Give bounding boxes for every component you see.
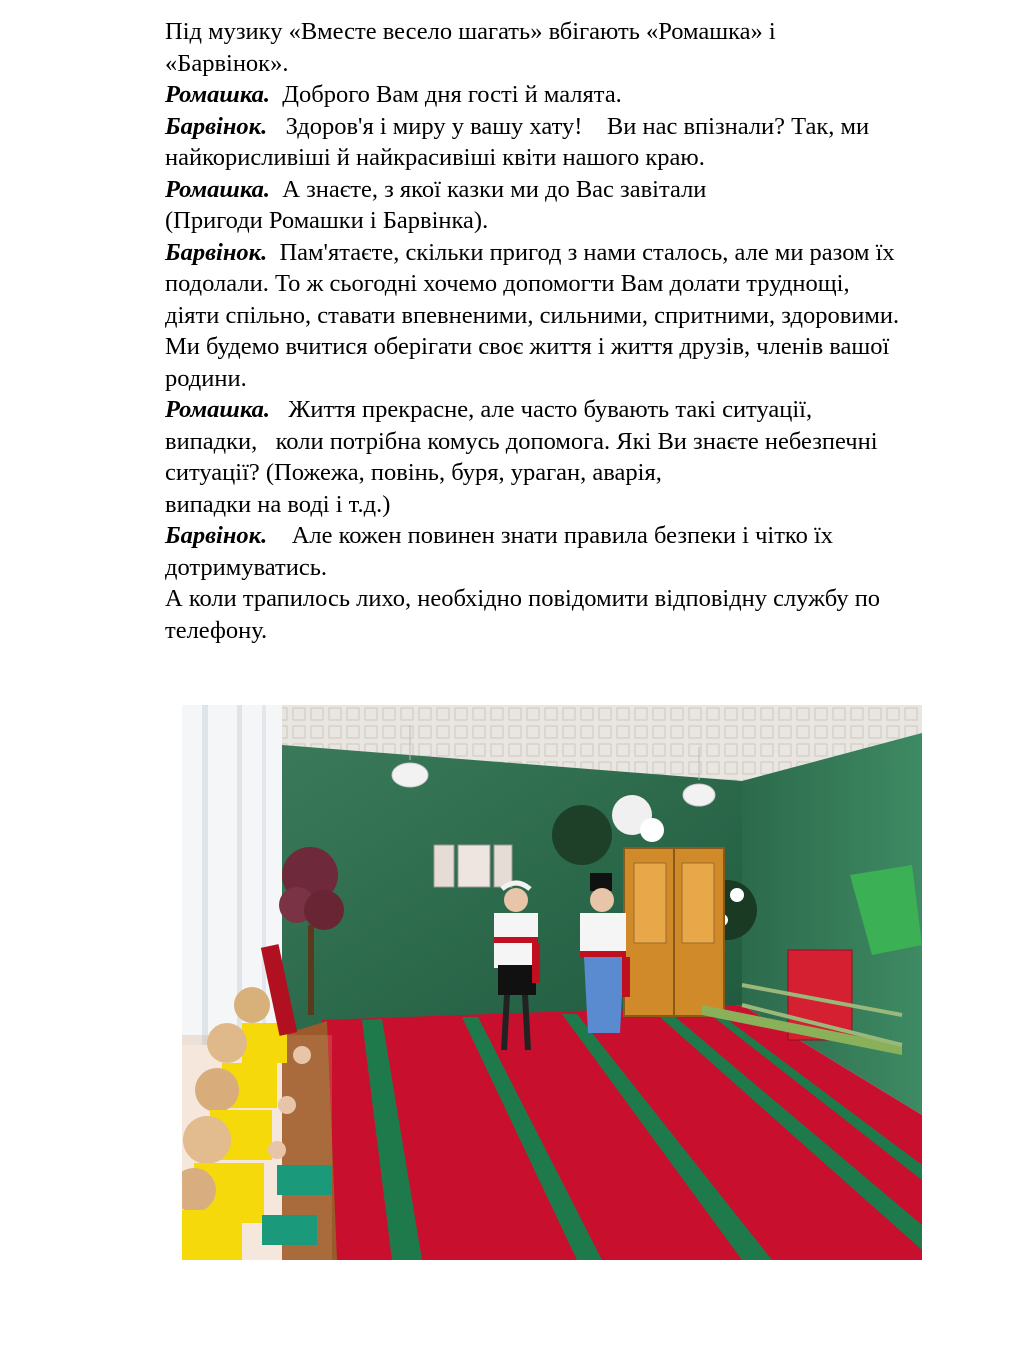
line-text: Життя прекрасне, але часто бувають такі ситуації, — [270, 396, 813, 423]
line-text: Доброго Вам дня гості й малята. — [270, 81, 622, 108]
photo-illustration — [182, 705, 922, 1260]
text-line — [165, 363, 975, 395]
text-line — [165, 331, 975, 363]
wooden-door — [624, 848, 724, 1016]
speaker-label: Ромашка. — [165, 81, 271, 108]
line-text: «Барвінок». — [165, 49, 289, 77]
text-line — [165, 111, 975, 143]
line-text: (Пригоди Ромашки і Барвінка). — [165, 207, 489, 234]
text-line — [165, 174, 975, 206]
line-text: Але кожен повинен знати правила безпеки і чітко їх — [267, 522, 834, 549]
text-line — [165, 16, 975, 48]
text-line — [165, 489, 975, 521]
text-line — [165, 394, 975, 426]
event-photo — [182, 705, 922, 1260]
text-line — [165, 48, 975, 80]
text-line — [165, 79, 975, 111]
text-line — [165, 583, 975, 615]
speaker-label: Барвінок. — [165, 112, 268, 140]
text-line — [165, 520, 975, 552]
line-text: А коли трапилось лихо, необхідно повідомити відповідну службу по — [165, 585, 881, 612]
text-line — [165, 426, 975, 458]
text-line — [165, 300, 975, 332]
line-text: діяти спільно, ставати впевненими, сильними, спритними, здоровими. — [165, 301, 900, 329]
wall-picture — [494, 845, 512, 887]
document-text — [165, 16, 975, 646]
text-line — [165, 142, 975, 174]
line-text: випадки, коли потрібна комусь допомога. Які Ви знаєте небезпечні — [165, 427, 878, 455]
speaker-label: Барвінок. — [165, 238, 268, 266]
speaker-label: Барвінок. — [165, 522, 268, 549]
text-line — [165, 205, 975, 237]
line-text: найкорисливіші й найкрасивіші квіти нашого краю. — [165, 144, 705, 171]
line-text: телефону. — [165, 616, 268, 644]
line-text: родини. — [165, 364, 247, 392]
text-line — [165, 615, 975, 647]
line-text: подолали. То ж сьогодні хочемо допомогти Вам долати труднощі, — [165, 270, 850, 297]
text-line — [165, 552, 975, 584]
line-text: дотримуватись. — [165, 553, 327, 581]
line-text: Під музику «Вместе весело шагать» вбігають «Ромашка» і — [165, 18, 776, 45]
speaker-label: Ромашка. — [165, 175, 271, 203]
text-line — [165, 268, 975, 300]
line-text: Здоров'я і миру у вашу хату! Ви нас впізнали? Так, ми — [267, 112, 870, 140]
speaker-label: Ромашка. — [165, 396, 271, 423]
line-text: випадки на воді і т.д.) — [165, 490, 391, 518]
text-line — [165, 237, 975, 269]
line-text: ситуації? (Пожежа, повінь, буря, ураган, аварія, — [165, 459, 662, 486]
line-text: Ми будемо вчитися оберігати своє життя і життя друзів, членів вашої — [165, 333, 890, 360]
text-line — [165, 457, 975, 489]
wall-picture — [458, 845, 490, 887]
line-text: А знаєте, з якої казки ми до Вас завітали — [270, 175, 707, 203]
wall-picture — [434, 845, 454, 887]
line-text: Пам'ятаєте, скільки пригод з нами сталось, але ми разом їх — [267, 238, 895, 266]
window-curtain — [182, 705, 282, 1045]
